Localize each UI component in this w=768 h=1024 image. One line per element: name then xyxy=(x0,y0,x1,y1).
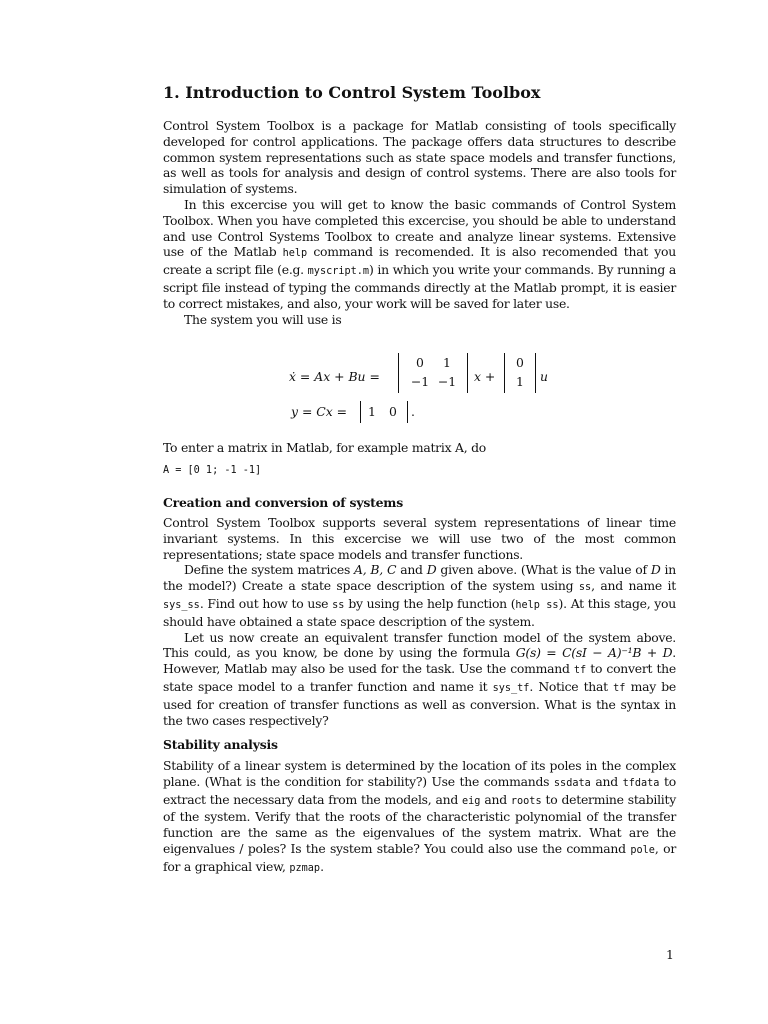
equation-period: . xyxy=(411,404,415,419)
tfdata-command: tfdata xyxy=(622,777,660,789)
ssdata-command: ssdata xyxy=(553,777,591,789)
x-plus-term: x + xyxy=(474,369,496,384)
matrix-intro-text: To enter a matrix in Matlab, for example matrix A, do xyxy=(163,440,486,455)
intro-paragraph-1: Control System Toolbox is a package for Matlab consisting of tools specifically developed for control applications. The package offers data structures to describe common system representations such as state space models and transfer functions, as well as tools for analysis and design of control systems. There are also tools for simulation of systems. xyxy=(163,118,676,197)
section-title-stability: Stability analysis xyxy=(163,737,278,752)
sys-tf-name: sys_tf xyxy=(492,682,530,694)
matrix-C-cell: 1 xyxy=(368,404,376,419)
transfer-formula: G(s) = C(sI − A)⁻¹B + D xyxy=(515,645,673,661)
ss-command: ss xyxy=(578,582,592,594)
sys-ss-name: sys_ss xyxy=(163,599,200,611)
eig-command: eig xyxy=(461,795,481,807)
creation-paragraph-1: Control System Toolbox supports several system representations of linear time invariant systems. In this excercise we will use two of the most common representations; state space models and transfer functions. xyxy=(163,515,676,562)
pole-command: pole xyxy=(630,844,655,856)
creation-paragraph-2: Define the system matrices A, B, C and D given above. (What is the value of D in the model?) Create a state space description of the system using ss, and name it sys_ss. Find out how to use ss by using the help function (help ss). At this stage, you should have obtained a state space description of the system. xyxy=(163,562,676,629)
intro-section xyxy=(163,118,676,327)
page-title: 1. Introduction to Control System Toolbox xyxy=(163,83,541,102)
matrix-C-cell: 0 xyxy=(389,404,397,419)
help-ss-command: help ss xyxy=(515,599,559,611)
stability-section xyxy=(163,758,676,877)
matrix-A-cell: −1 xyxy=(437,374,457,389)
state-equation-lhs: ẋ = Ax + Bu = xyxy=(289,369,380,384)
matrix-A xyxy=(398,353,468,393)
tf-command: tf xyxy=(573,665,587,677)
roots-command: roots xyxy=(510,795,542,807)
matrix-B xyxy=(504,353,536,393)
stability-paragraph: Stability of a linear system is determined by the location of its poles in the complex plane. (What is the condition for stability?) Use the commands ssdata and tfdata to extract the necessary data from the models, and eig and roots to determine stability of the system. Verify that the roots of the characteristic polynomial of the transfer function are the same as the eigenvalues of the system matrix. What are the eigenvalues / poles? Is the system stable? You could also use the command pole, or for a graphical view, pzmap. xyxy=(163,758,676,874)
matrix-A-cell: 1 xyxy=(443,355,451,370)
creation-paragraph-3: Let us now create an equivalent transfer function model of the system above. This could, as you know, be done by using the formula G(s) = C(sI − A)⁻¹B + D. However, Matlab may also be used for the task. Use the command tf to convert the state space model to a tranfer function and name it sys_tf. Notice that tf may be used for creation of transfer functions as well as conversion. What is the syntax in the two cases respectively? xyxy=(163,629,676,728)
code-example: A = [0 1; -1 -1] xyxy=(163,465,262,476)
matrix-A-cell: −1 xyxy=(410,374,430,389)
matrix-B-cell: 1 xyxy=(516,374,524,389)
intro-paragraph-2: In this excercise you will get to know the basic commands of Control System Toolbox. When you have completed this excercise, you should be able to understand and use Control Systems Toolbox to create and analyze linear systems. Extensive use of the Matlab help command is recomended. It is also recomended that you create a script file (e.g. myscript.m) in which you write your commands. By running a script file instead of typing the commands directly at the Matlab prompt, it is easier to correct mistakes, and also, your work will be saved for later use. xyxy=(163,196,676,311)
matrix-C xyxy=(360,401,408,423)
help-command: help xyxy=(282,248,308,260)
matrix-B-cell: 0 xyxy=(516,355,524,370)
page-number: 1 xyxy=(666,947,674,962)
output-equation-lhs: y = Cx = xyxy=(291,404,348,419)
creation-section xyxy=(163,515,676,728)
input-u: u xyxy=(540,369,548,384)
section-title-creation: Creation and conversion of systems xyxy=(163,495,403,510)
intro-paragraph-3: The system you will use is xyxy=(184,311,342,327)
script-filename: myscript.m xyxy=(307,266,370,278)
pzmap-command: pzmap xyxy=(289,862,321,874)
matrix-A-cell: 0 xyxy=(416,355,424,370)
